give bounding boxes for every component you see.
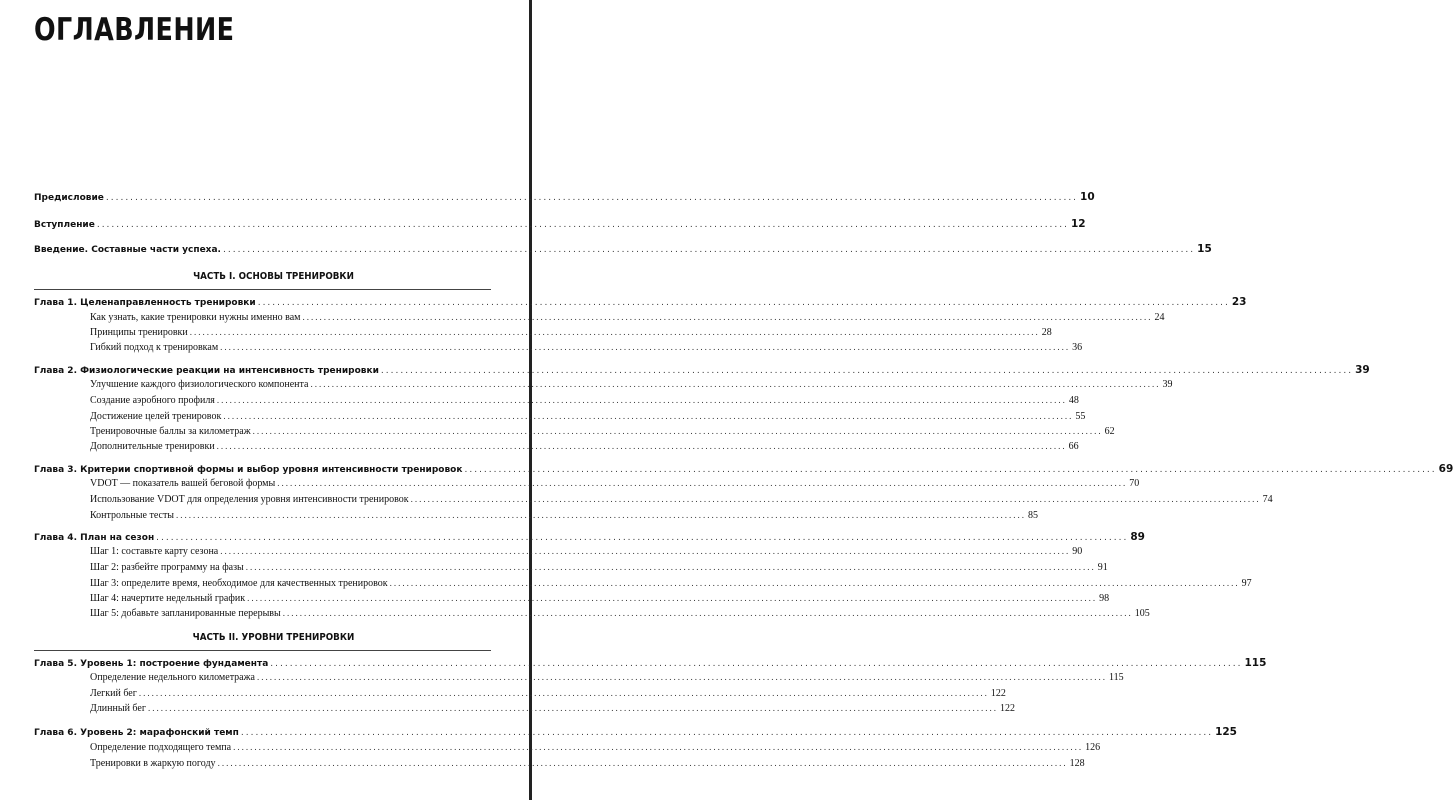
toc-page: 28 (1041, 327, 1052, 338)
toc-page: 125 (1215, 726, 1237, 738)
toc-entry-introduction[interactable] (34, 243, 1212, 257)
toc-label: Предисловие (34, 193, 104, 203)
toc-label: Шаг 3: определите время, необходимое для качественных тренировок (90, 578, 388, 589)
toc-page: 70 (1129, 478, 1140, 489)
toc-label: Глава 6. Уровень 2: марафонский темп (34, 728, 239, 738)
toc-page: 85 (1028, 510, 1039, 521)
toc-section[interactable] (90, 688, 1006, 702)
toc-section[interactable] (90, 441, 1079, 455)
toc-page: 23 (1231, 296, 1247, 308)
toc-page: 115 (1108, 672, 1124, 683)
toc-section[interactable] (90, 312, 1165, 326)
toc-chapter[interactable] (34, 463, 1453, 477)
toc-label: Достижение целей тренировок (90, 411, 222, 422)
toc-section[interactable] (90, 578, 1252, 592)
toc-page: 15 (1197, 243, 1212, 255)
toc-section[interactable] (90, 593, 1110, 607)
page-title: ОГЛАВЛЕНИЕ (34, 12, 235, 48)
toc-label: Глава 3. Критерии спортивной формы и выбор уровня интенсивности тренировок (34, 465, 463, 475)
toc-label: Вступление (34, 220, 95, 230)
dot-leader: ........................................................................................................................................................................................................ (389, 578, 1240, 588)
toc-page: 55 (1075, 411, 1086, 422)
toc-section[interactable] (90, 395, 1079, 409)
dot-leader: ........................................................................................................................................................................................................ (464, 465, 1437, 475)
toc-label: Создание аэробного профиля (90, 395, 215, 406)
toc-page: 89 (1130, 531, 1145, 543)
dot-leader: ........................................................................................................................................................................................................ (220, 546, 1071, 556)
toc-page: 24 (1154, 312, 1165, 323)
dot-leader: ........................................................................................................................................................................................................ (176, 510, 1027, 520)
toc-page: 69 (1438, 463, 1453, 475)
toc-section[interactable] (90, 562, 1108, 576)
toc-section[interactable] (90, 758, 1085, 772)
dot-leader: ........................................................................................................................................................................................................ (247, 593, 1098, 603)
toc-chapter[interactable] (34, 657, 1267, 671)
toc-section[interactable] (90, 703, 1015, 717)
toc-entry-intro[interactable] (34, 218, 1086, 232)
toc-label: VDOT — показатель вашей беговой формы (90, 478, 276, 489)
toc-label: Контрольные тесты (90, 510, 175, 521)
toc-page: 62 (1104, 426, 1115, 437)
toc-label: Длинный бег (90, 703, 146, 714)
toc-chapter[interactable] (34, 726, 1237, 740)
dot-leader: ........................................................................................................................................................................................................ (147, 703, 998, 713)
dot-leader: ........................................................................................................................................................................................................ (220, 342, 1071, 352)
toc-section[interactable] (90, 327, 1052, 341)
toc-label: Принципы тренировки (90, 327, 188, 338)
toc-page: 36 (1072, 342, 1083, 353)
dot-leader: ........................................................................................................................................................................................................ (245, 562, 1096, 572)
toc-section[interactable] (90, 608, 1150, 622)
toc-section[interactable] (90, 478, 1140, 492)
toc-page: 66 (1068, 441, 1079, 452)
toc-label: Шаг 4: начертите недельный график (90, 593, 246, 604)
toc-label: Глава 1. Целенаправленность тренировки (34, 298, 256, 308)
part-separator (34, 650, 491, 651)
toc-page: 98 (1099, 593, 1110, 604)
toc-section[interactable] (90, 379, 1173, 393)
toc-label: Шаг 5: добавьте запланированные перерывы (90, 608, 281, 619)
toc-label: Шаг 1: составьте карту сезона (90, 546, 219, 557)
toc-label: Как узнать, какие тренировки нужны именно вам (90, 312, 301, 323)
toc-page: 128 (1069, 758, 1085, 769)
dot-leader: ........................................................................................................................................................................................................ (189, 327, 1040, 337)
toc-label: Использование VDOT для определения уровня интенсивности тренировок (90, 494, 409, 505)
toc-page: 91 (1097, 562, 1108, 573)
dot-leader: ........................................................................................................................................................................................................ (310, 379, 1161, 389)
toc-label: Улучшение каждого физиологического компонента (90, 379, 309, 390)
dot-leader: ........................................................................................................................................................................................................ (217, 758, 1068, 768)
dot-leader: ........................................................................................................................................................................................................ (252, 426, 1103, 436)
toc-chapter[interactable] (34, 531, 1145, 545)
toc-label: Дополнительные тренировки (90, 441, 215, 452)
toc-section[interactable] (90, 742, 1101, 756)
toc-page: 39 (1355, 364, 1370, 376)
toc-entry-preface[interactable] (34, 191, 1095, 205)
toc-page: 115 (1244, 657, 1267, 669)
toc-label: Определение подходящего темпа (90, 742, 232, 753)
dot-leader: ........................................................................................................................................................................................................ (233, 742, 1084, 752)
toc-page: 90 (1072, 546, 1083, 557)
dot-leader: ........................................................................................................................................................................................................ (257, 298, 1230, 308)
toc-page: 10 (1080, 191, 1095, 203)
dot-leader: ........................................................................................................................................................................................................ (222, 245, 1196, 255)
toc-label: Легкий бег (90, 688, 137, 699)
toc-label: Глава 2. Физиологические реакции на интенсивность тренировки (34, 366, 379, 376)
toc-chapter[interactable] (34, 364, 1370, 378)
dot-leader: ........................................................................................................................................................................................................ (410, 494, 1261, 504)
toc-page: 39 (1162, 379, 1173, 390)
toc-page: 122 (999, 703, 1015, 714)
toc-section[interactable] (90, 546, 1083, 560)
dot-leader: ........................................................................................................................................................................................................ (277, 478, 1128, 488)
toc-page: 74 (1262, 494, 1273, 505)
dot-leader: ........................................................................................................................................................................................................ (380, 366, 1354, 376)
dot-leader: ........................................................................................................................................................................................................ (138, 688, 989, 698)
toc-page: 97 (1241, 578, 1252, 589)
dot-leader: ........................................................................................................................................................................................................ (156, 533, 1129, 543)
toc-page: 48 (1068, 395, 1079, 406)
toc-label: Введение. Составные части успеха. (34, 245, 221, 255)
dot-leader: ........................................................................................................................................................................................................ (282, 608, 1133, 618)
toc-label: Глава 5. Уровень 1: построение фундамента (34, 659, 269, 669)
toc-section[interactable] (90, 510, 1039, 524)
part-heading: ЧАСТЬ II. УРОВНИ ТРЕНИРОВКИ (192, 632, 355, 643)
toc-chapter[interactable] (34, 296, 1247, 310)
toc-label: Тренировочные баллы за километраж (90, 426, 251, 437)
toc-section[interactable] (90, 342, 1083, 356)
dot-leader: ........................................................................................................................................................................................................ (216, 395, 1067, 405)
toc-page: 105 (1134, 608, 1150, 619)
toc-section[interactable] (90, 426, 1115, 440)
toc-page: 126 (1085, 742, 1101, 753)
part-separator (34, 289, 491, 290)
part-heading: ЧАСТЬ I. ОСНОВЫ ТРЕНИРОВКИ (193, 271, 354, 282)
dot-leader: ........................................................................................................................................................................................................ (223, 411, 1074, 421)
dot-leader: ........................................................................................................................................................................................................ (240, 728, 1214, 738)
toc-label: Гибкий подход к тренировкам (90, 342, 219, 353)
toc-label: Шаг 2: разбейте программу на фазы (90, 562, 244, 573)
dot-leader: ........................................................................................................................................................................................................ (270, 659, 1243, 669)
toc-page: 12 (1071, 218, 1086, 230)
dot-leader: ........................................................................................................................................................................................................ (302, 312, 1153, 322)
toc-section[interactable] (90, 411, 1086, 425)
toc-section[interactable] (90, 672, 1124, 686)
dot-leader: ........................................................................................................................................................................................................ (96, 220, 1069, 230)
toc-label: Глава 4. План на сезон (34, 533, 155, 543)
toc-label: Определение недельного километража (90, 672, 255, 683)
toc-section[interactable] (90, 494, 1273, 508)
toc-label: Тренировки в жаркую погоду (90, 758, 216, 769)
toc-page: 122 (990, 688, 1006, 699)
dot-leader: ........................................................................................................................................................................................................ (216, 441, 1067, 451)
dot-leader: ........................................................................................................................................................................................................ (256, 672, 1107, 682)
dot-leader: ........................................................................................................................................................................................................ (105, 193, 1079, 203)
